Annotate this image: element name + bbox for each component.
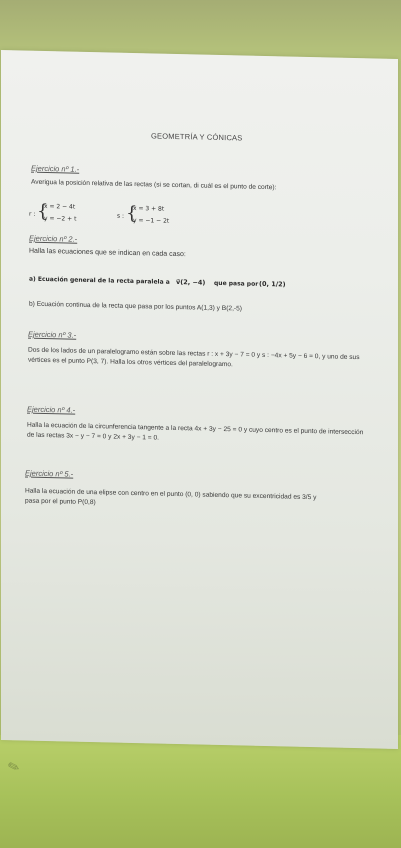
table-surface [0,735,401,848]
exercise-1-text: Averigua la posición relativa de las rectas (si se cortan, di cuál es el punto de corte): [31,178,277,192]
exercise-3-text: Dos de los lados de un paralelogramo están sobre las rectas r : x + 3y − 7 = 0 y s : −4x + 5y − 6 = 0, y uno de sus vértices es el punto P(3, 7). Halla los otros vértices del paralelogramo. [28,346,360,368]
exercise-2a-rest: que pasa por [214,279,259,288]
exercise-5-heading: Ejercicio nº 5.- [25,468,74,479]
exercise-2a-text: a) Ecuación general de la recta paralela a [29,275,170,286]
worksheet-page [1,50,398,749]
system-r-eq1: x = 2 − 4t [44,202,76,211]
exercise-2a-point: (0, 1/2) [259,279,286,289]
page-title: GEOMETRÍA Y CÓNICAS [151,131,243,143]
system-r-brace: { [37,200,49,223]
system-s-label: s : [117,212,125,220]
exercise-1-heading: Ejercicio nº 1.- [31,163,80,174]
exercise-4-text: Halla la ecuación de la circunferencia tangente a la recta 4x + 3y − 25 = 0 y cuyo centro es el punto de intersección de las rectas 3x − y − 7 = 0 y 2x + 3y − 1 = 0. [27,421,364,442]
system-r-eq2: y = −2 + t [44,214,77,223]
exercise-2-heading: Ejercicio nº 2.- [29,233,78,244]
exercise-2-text: Halla las ecuaciones que se indican en cada caso: [29,247,186,259]
exercise-5-text: Halla la ecuación de una elipse con centro en el punto (0, 0) sabiendo que su excentricidad es 3/5 y pasa por el punto P(0,8) [25,487,317,506]
system-s-eq1: x = 3 + 8t [133,204,165,213]
system-s-brace: { [126,202,138,225]
smudge-mark: ✎ [5,757,22,777]
exercise-3-heading: Ejercicio nº 3.- [28,329,77,340]
system-s-eq2: y = −1 − 2t [133,216,170,225]
exercise-4-heading: Ejercicio nº 4.- [27,404,76,415]
exercise-2b-text: b) Ecuación continua de la recta que pasa por los puntos A(1,3) y B(2,-5) [29,300,242,313]
exercise-2a-vector: v⃗(2, −4) [176,277,206,287]
system-r-label: r : [29,210,36,218]
